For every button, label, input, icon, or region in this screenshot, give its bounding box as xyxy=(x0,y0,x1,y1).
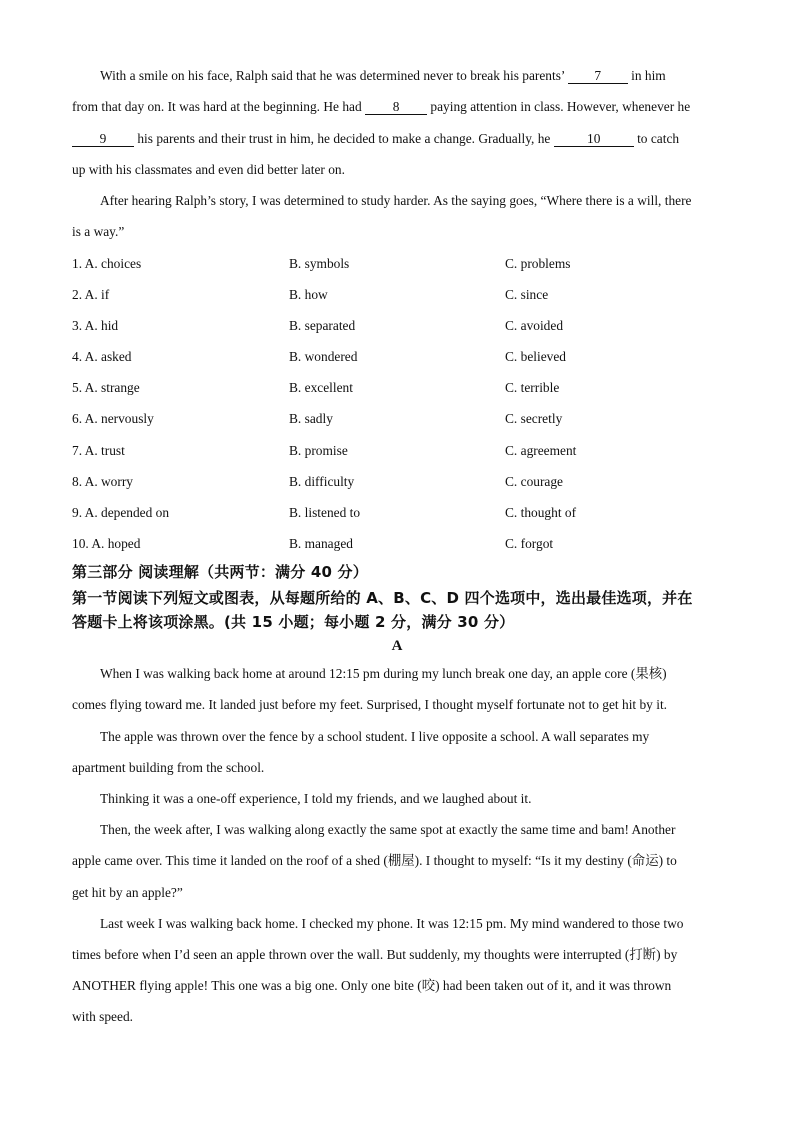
passage-label: A xyxy=(391,638,403,654)
option-1-b: B. symbols xyxy=(289,256,350,271)
option-6-c: C. secretly xyxy=(505,411,563,426)
cloze-text: in him xyxy=(631,68,666,83)
passage-line: ANOTHER flying apple! This one was a big one. Only one bite (咬) had been taken out of it, and it was thrown xyxy=(72,978,672,993)
cloze-line-1 xyxy=(100,68,666,84)
cloze-line-2 xyxy=(72,99,690,115)
option-8-c: C. courage xyxy=(505,474,564,489)
option-10-a: 10. A. hoped xyxy=(72,536,141,551)
option-4-c: C. believed xyxy=(505,349,566,364)
option-7-a: 7. A. trust xyxy=(72,443,125,458)
option-9-c: C. thought of xyxy=(505,505,577,520)
passage-line: Thinking it was a one-off experience, I told my friends, and we laughed about it. xyxy=(100,791,532,806)
option-9-a: 9. A. depended on xyxy=(72,505,170,520)
option-4-b: B. wondered xyxy=(289,349,358,364)
option-8-a: 8. A. worry xyxy=(72,474,133,489)
option-7-b: B. promise xyxy=(289,443,348,458)
cloze-line-4: up with his classmates and even did better later on. xyxy=(72,162,345,177)
option-7-c: C. agreement xyxy=(505,443,577,458)
option-10-b: B. managed xyxy=(289,536,353,551)
passage-line: with speed. xyxy=(72,1009,133,1024)
option-6-b: B. sadly xyxy=(289,411,333,426)
option-3-b: B. separated xyxy=(289,318,356,333)
cloze-line-5: After hearing Ralph’s story, I was determined to study harder. As the saying goes, “Where there is a will, there xyxy=(100,193,692,208)
passage-line: The apple was thrown over the fence by a school student. I live opposite a school. A wall separates my xyxy=(100,729,650,744)
option-2-b: B. how xyxy=(289,287,328,302)
cloze-text: his parents and their trust in him, he decided to make a change. Gradually, he xyxy=(137,131,551,146)
blank-9: 9 xyxy=(72,132,134,147)
cloze-line-3 xyxy=(72,131,679,147)
passage-line: times before when I’d seen an apple thrown over the wall. But suddenly, my thoughts were interrupted (打断) by xyxy=(72,947,678,962)
blank-7: 7 xyxy=(568,69,628,84)
option-2-a: 2. A. if xyxy=(72,287,110,302)
option-5-c: C. terrible xyxy=(505,380,560,395)
cloze-line-6: is a way.” xyxy=(72,224,125,239)
option-4-a: 4. A. asked xyxy=(72,349,132,364)
option-5-a: 5. A. strange xyxy=(72,380,140,395)
option-9-b: B. listened to xyxy=(289,505,361,520)
option-10-c: C. forgot xyxy=(505,536,554,551)
option-1-c: C. problems xyxy=(505,256,571,271)
option-2-c: C. since xyxy=(505,287,549,302)
cloze-text: from that day on. It was hard at the beginning. He had xyxy=(72,99,362,114)
option-3-a: 3. A. hid xyxy=(72,318,119,333)
passage-line: get hit by an apple?” xyxy=(72,885,183,900)
option-8-b: B. difficulty xyxy=(289,474,355,489)
option-1-a: 1. A. choices xyxy=(72,256,142,271)
option-5-b: B. excellent xyxy=(289,380,353,395)
blank-8: 8 xyxy=(365,100,427,115)
passage-line: Last week I was walking back home. I checked my phone. It was 12:15 pm. My mind wandered to those two xyxy=(100,916,684,931)
passage-line: Then, the week after, I was walking along exactly the same spot at exactly the same time and bam! Another xyxy=(100,822,676,837)
part-title: 第三部分 阅读理解（共两节：满分 40 分） xyxy=(72,563,368,581)
section-instruction-line-1: 第一节阅读下列短文或图表，从每题所给的 A、B、C、D 四个选项中，选出最佳选项，并在 xyxy=(72,589,693,607)
passage-line: comes flying toward me. It landed just before my feet. Surprised, I thought myself fortunate not to get hit by it. xyxy=(72,697,668,712)
passage-line: apple came over. This time it landed on the roof of a shed (棚屋). I thought to myself: “Is it my destiny (命运) to xyxy=(72,853,677,868)
option-6-a: 6. A. nervously xyxy=(72,411,154,426)
cloze-text: paying attention in class. However, whenever he xyxy=(430,99,691,114)
cloze-text: With a smile on his face, Ralph said that he was determined never to break his parents’ xyxy=(100,68,565,83)
cloze-text: to catch xyxy=(637,131,680,146)
passage-line: apartment building from the school. xyxy=(72,760,265,775)
passage-line: When I was walking back home at around 12:15 pm during my lunch break one day, an apple core (果核) xyxy=(100,666,667,681)
blank-10: 10 xyxy=(554,132,634,147)
option-3-c: C. avoided xyxy=(505,318,564,333)
section-instruction-line-2: 答题卡上将该项涂黑。(共 15 小题；每小题 2 分，满分 30 分） xyxy=(72,613,515,631)
